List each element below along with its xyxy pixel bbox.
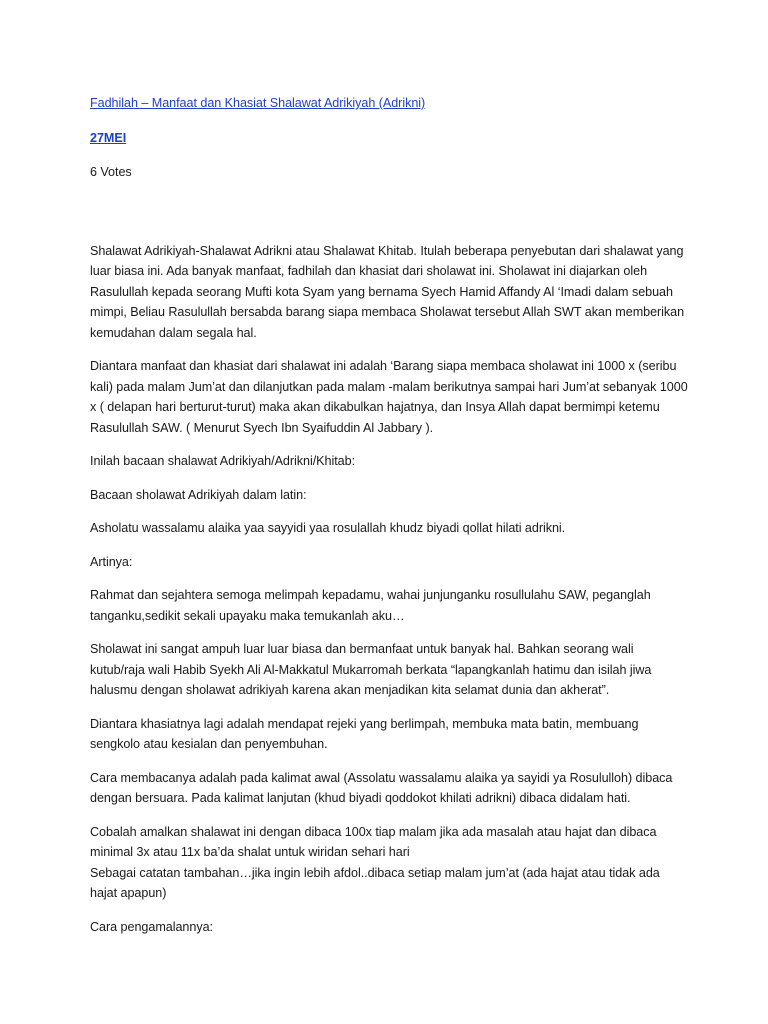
- article-body: [90, 241, 690, 938]
- paragraph-benefits: Diantara manfaat dan khasiat dari shalawat ini adalah ‘Barang siapa membaca sholawat ini 1000 x (seribu kali) pada malam Jum’at dan dilanjutkan pada malam -malam berikutnya sampai hari Jum’at sebanyak 1000 x ( delapan hari berturut-turut) maka akan dikabulkan hajatnya, dan Insya Allah dapat bermimpi ketemu Rasulullah SAW. ( Menurut Syech Ibn Syaifuddin Al Jabbary ).: [90, 359, 688, 435]
- paragraph-intro: Shalawat Adrikiyah-Shalawat Adrikni atau Shalawat Khitab. Itulah beberapa penyebutan dari shalawat yang luar biasa ini. Ada banyak manfaat, fadhilah dan khasiat dari sholawat ini. Sholawat ini diajarkan oleh Rasulullah kepada seorang Mufti kota Syam yang bernama Syech Hamid Affandy Al ‘Imadi dalam sebuah mimpi, Beliau Rasulullah bersabda barang siapa membaca Sholawat tersebut Allah SWT akan memberikan kemudahan dalam segala hal.: [90, 243, 685, 340]
- paragraph-meaning-text: Rahmat dan sejahtera semoga melimpah kepadamu, wahai junjunganku rosullulahu SAW, peganglah tanganku,sedikit sekali upayaku maka temukanlah aku…: [90, 588, 651, 623]
- paragraph-khasiat: Diantara khasiatnya lagi adalah mendapat rejeki yang berlimpah, membuka mata batin, membuang sengkolo atau kesialan dan penyembuhan.: [90, 716, 639, 751]
- paragraph-practice-group: [90, 822, 690, 904]
- article-title-link[interactable]: Fadhilah – Manfaat dan Khasiat Shalawat Adrikiyah (Adrikni): [90, 96, 426, 110]
- paragraph-practice: Cobalah amalkan shalawat ini dengan dibaca 100x tiap malam jika ada masalah atau hajat dan dibaca minimal 3x atau 11x ba’da shalat untuk wiridan sehari hari: [90, 824, 657, 859]
- document-page: [90, 93, 690, 950]
- paragraph-how-to-read: Cara membacanya adalah pada kalimat awal (Assolatu wassalamu alaika ya sayidi ya Rosululloh) dibaca dengan bersuara. Pada kalimat lanjutan (khud biyadi qoddokot khilati adrikni) dibaca didalam hati.: [90, 770, 673, 805]
- date-link[interactable]: 27MEI: [90, 130, 127, 145]
- votes-count: 6 Votes: [90, 165, 132, 179]
- paragraph-extra-note: Sebagai catatan tambahan…jika ingin lebih afdol..dibaca setiap malam jum’at (ada hajat atau tidak ada hajat apapun): [90, 865, 660, 900]
- paragraph-practice-heading: Cara pengamalannya:: [90, 919, 213, 934]
- paragraph-latin-heading: Bacaan sholawat Adrikiyah dalam latin:: [90, 487, 307, 502]
- paragraph-meaning-heading: Artinya:: [90, 554, 133, 569]
- paragraph-reading-heading: Inilah bacaan shalawat Adrikiyah/Adrikni/Khitab:: [90, 454, 356, 468]
- paragraph-latin-text: Asholatu wassalamu alaika yaa sayyidi yaa rosulallah khudz biyadi qollat hilati adrikni.: [90, 521, 566, 535]
- paragraph-potency: Sholawat ini sangat ampuh luar luar biasa dan bermanfaat untuk banyak hal. Bahkan seorang wali kutub/raja wali Habib Syekh Ali Al-Makkatul Mukarromah berkata “lapangkanlah hatimu dan isilah jiwa halusmu dengan sholawat adrikiyah karena akan menjadikan kita selamat dunia dan akherat”.: [90, 642, 652, 697]
